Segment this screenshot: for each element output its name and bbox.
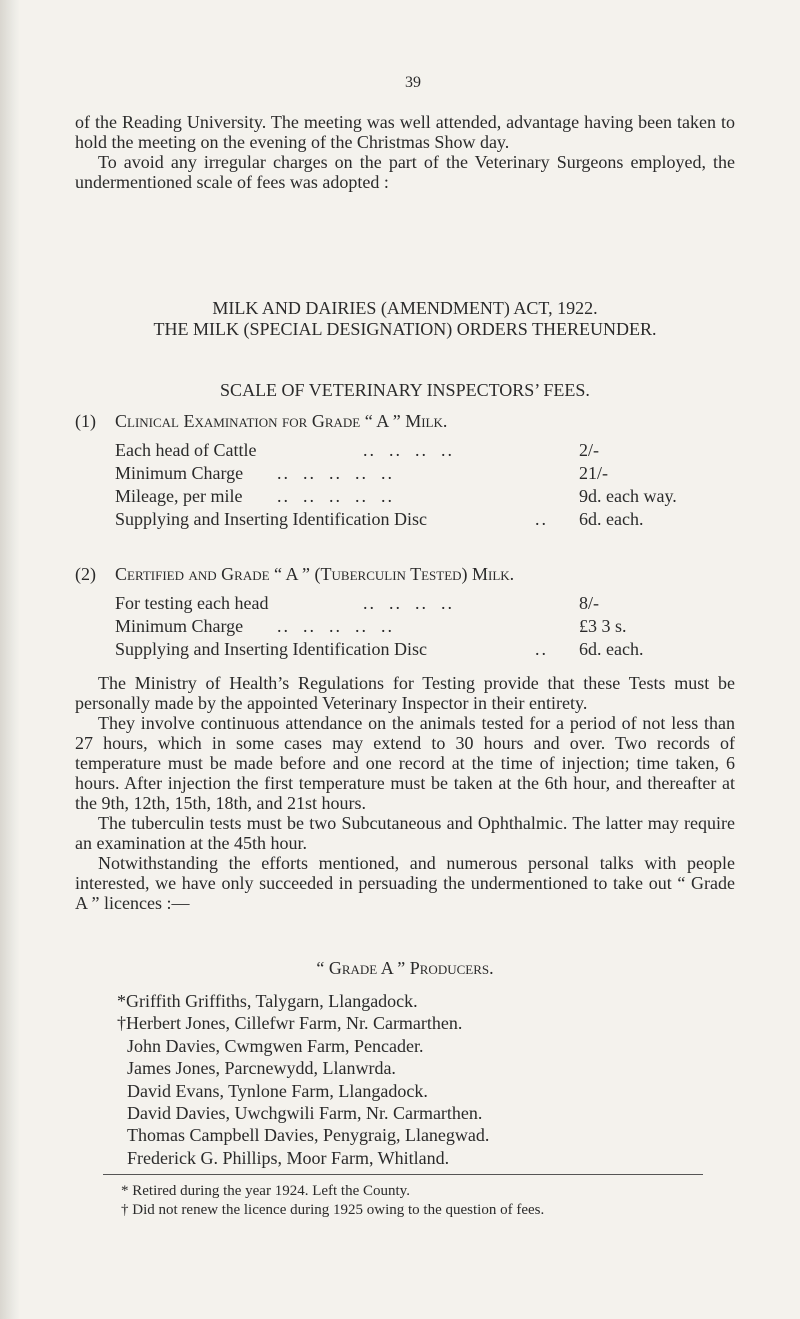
producer-item: Thomas Campbell Davies, Penygraig, Llanegwad. [127,1125,490,1146]
intro-text [75,112,735,192]
leader-dots: .. .. .. .. [363,440,454,460]
section-title-text: Certified and Grade “ A ” (Tuberculin Tested) Milk. [115,564,515,584]
body-paragraph: The Ministry of Health’s Regulations for Testing provide that these Tests must be personally made by the appointed Veterinary Inspector in their entirety. [75,673,735,713]
scale-heading: SCALE OF VETERINARY INSPECTORS’ FEES. [220,380,590,400]
fee-value: 6d. each. [579,639,644,659]
producer-item: James Jones, Parcnewydd, Llanwrda. [127,1058,396,1079]
intro-paragraph: of the Reading University. The meeting was well attended, advantage having been taken to hold the meeting on the evening of the Christmas Show day. [75,112,735,152]
footnote-divider [103,1174,703,1175]
producers-heading: “ Grade A ” Producers. [316,958,494,978]
producer-item: Frederick G. Phillips, Moor Farm, Whitland. [127,1147,450,1168]
fee-label: Supplying and Inserting Identification Disc [115,639,427,659]
footnote: † Did not renew the licence during 1925 owing to the question of fees. [121,1202,545,1218]
act-heading-line: MILK AND DAIRIES (AMENDMENT) ACT, 1922. [212,298,598,318]
producer-item: *Griffith Griffiths, Talygarn, Llangadock. [117,991,418,1011]
footnote: * Retired during the year 1924. Left the County. [121,1183,410,1199]
fee-value: 6d. each. [579,509,644,529]
fee-value: 8/- [579,593,599,613]
body-paragraph: The tuberculin tests must be two Subcutaneous and Ophthalmic. The latter may require an examination at the 45th hour. [75,813,735,853]
fee-label: Supplying and Inserting Identification Disc [115,509,427,529]
fee-value: £3 3 s. [579,616,627,636]
producer-item: David Davies, Uwchgwili Farm, Nr. Carmarthen. [127,1103,483,1124]
fee-value: 9d. each way. [579,486,677,506]
act-heading [75,298,735,340]
section-title [75,411,447,432]
fee-value: 2/- [579,440,599,460]
fee-label: Minimum Charge [115,463,244,483]
body-paragraph: They involve continuous attendance on the animals tested for a period of not less than 27 hours, which in some cases may extend to 30 hours and over. Two records of temperature must be made before and one record at the time of injection; time taken, 6 hours. After injection the first temperature must be taken at the 6th hour, and thereafter at the 9th, 12th, 15th, 18th, and 21st hours. [75,713,735,813]
leader-dots: .. .. .. .. [363,593,454,613]
fee-label: For testing each head [115,593,269,613]
footnotes [121,1182,544,1220]
producer-item: David Evans, Tynlone Farm, Llangadock. [127,1080,428,1101]
producer-item: †Herbert Jones, Cillefwr Farm, Nr. Carmarthen. [117,1013,463,1034]
fee-label: Mileage, per mile [115,486,243,506]
leader-dots: .. [535,509,548,529]
leader-dots: .. [535,639,548,659]
leader-dots: .. .. .. .. .. [277,616,394,636]
act-heading-line: THE MILK (SPECIAL DESIGNATION) ORDERS THEREUNDER. [153,319,657,339]
section-number: (1) [75,411,96,431]
leader-dots: .. .. .. .. .. [277,463,394,483]
page-number: 39 [405,74,421,91]
leader-dots: .. .. .. .. .. [277,486,394,506]
page-edge-shadow [0,0,20,1319]
section-title [75,564,514,585]
fee-label: Minimum Charge [115,616,244,636]
producer-item: John Davies, Cwmgwen Farm, Pencader. [127,1035,424,1056]
section-title-text: Clinical Examination for Grade “ A ” Milk. [115,411,448,431]
section-number: (2) [75,564,96,584]
producers-list [117,990,489,1169]
intro-paragraph: To avoid any irregular charges on the part of the Veterinary Surgeons employed, the undermentioned scale of fees was adopted : [75,152,735,192]
fee-label: Each head of Cattle [115,440,257,460]
body-paragraph: Notwithstanding the efforts mentioned, and numerous personal talks with people interested, we have only succeeded in persuading the undermentioned to take out “ Grade A ” licences :— [75,853,735,913]
body-text [75,673,735,913]
fee-value: 21/- [579,463,608,483]
